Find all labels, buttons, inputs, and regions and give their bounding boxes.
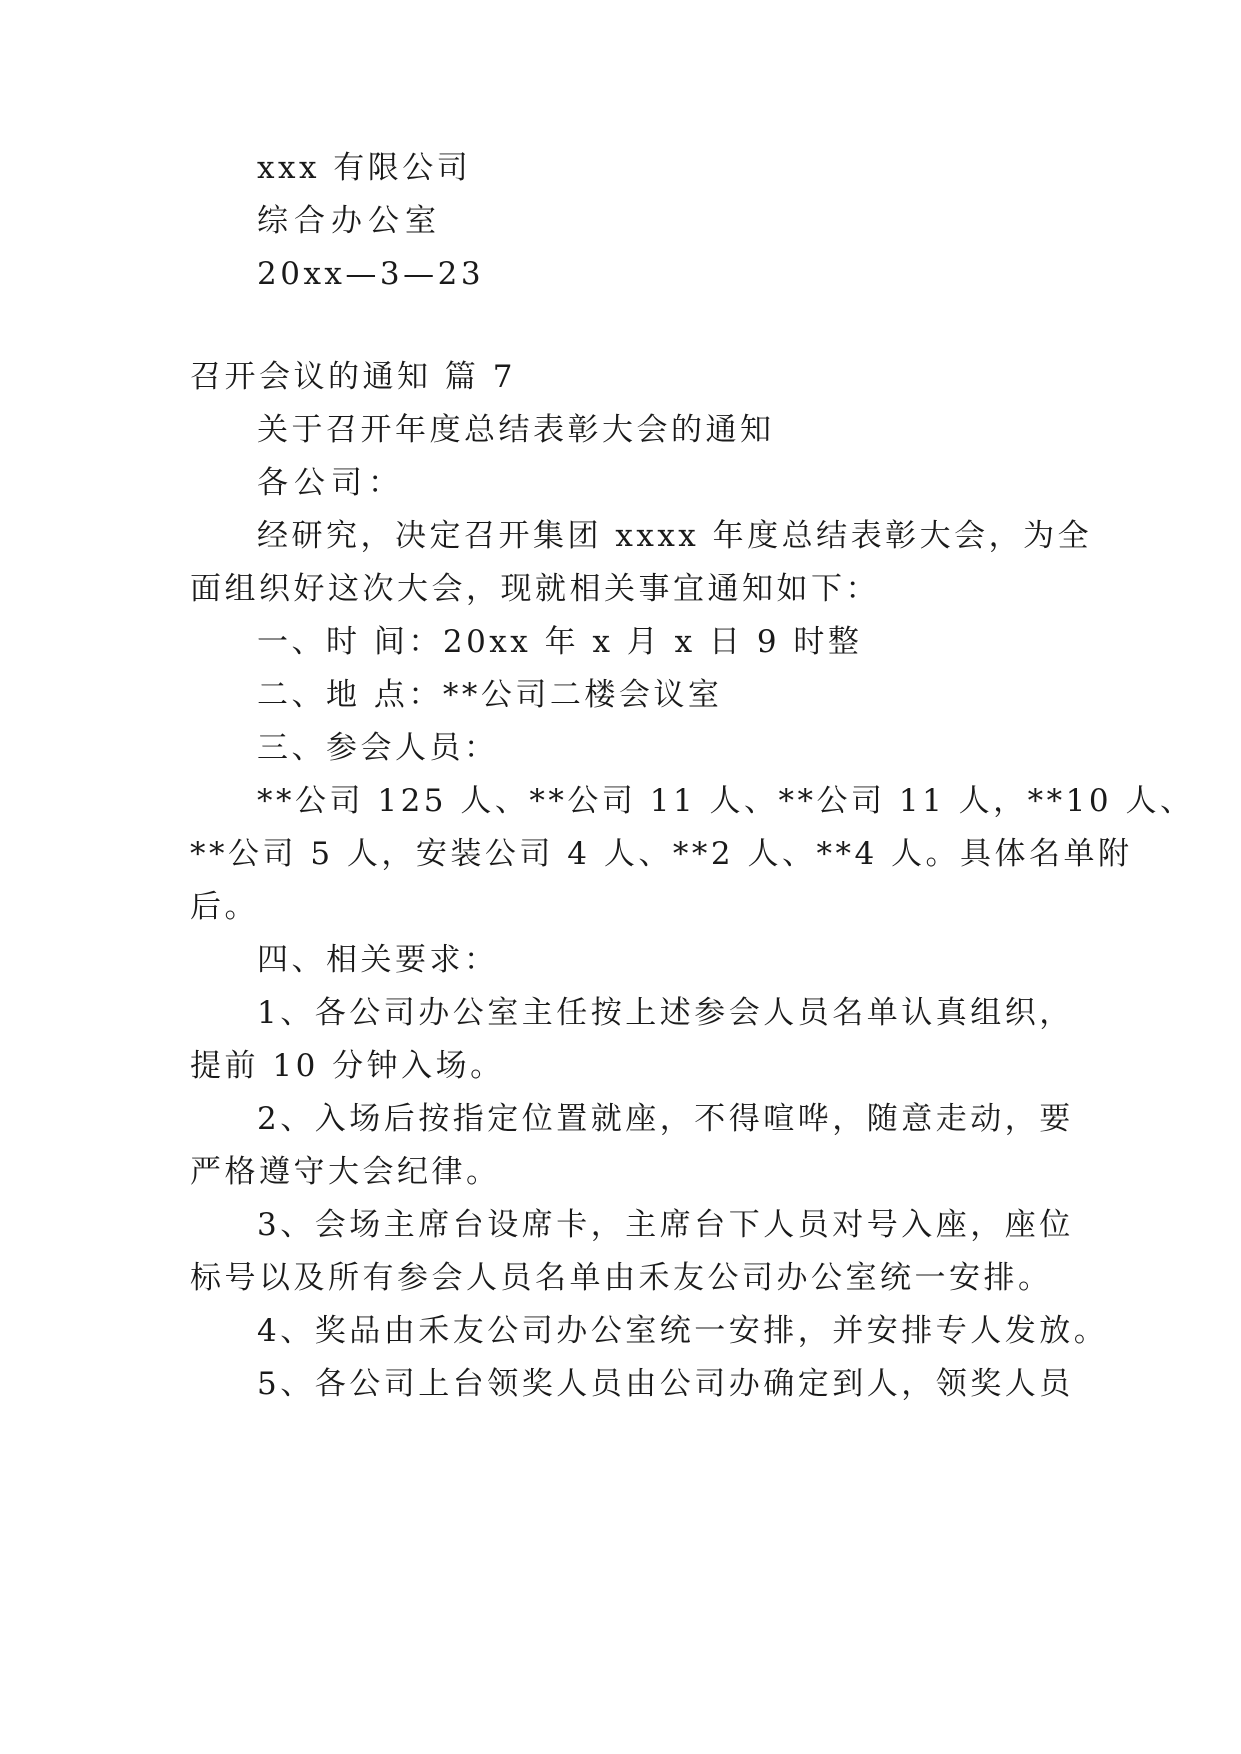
- requirement-2-line-1: 2、入场后按指定位置就座，不得喧哗，随意走动，要: [257, 1101, 1074, 1137]
- intro-line-1: 经研究，决定召开集团 xxxx 年度总结表彰大会，为全: [257, 518, 1093, 554]
- requirement-3-line-2: 标号以及所有参会人员名单由禾友公司办公室统一安排。: [190, 1260, 1053, 1296]
- requirement-1-line-1: 1、各公司办公室主任按上述参会人员名单认真组织，: [257, 995, 1074, 1031]
- requirement-5-line-1: 5、各公司上台领奖人员由公司办确定到人，领奖人员: [257, 1366, 1074, 1402]
- attendees-line-1: **公司 125 人、**公司 11 人、**公司 11 人，**10 人、: [257, 783, 1195, 819]
- requirement-4: 4、奖品由禾友公司办公室统一安排，并安排专人发放。: [257, 1313, 1109, 1349]
- requirement-1-line-2: 提前 10 分钟入场。: [190, 1048, 505, 1084]
- requirement-2-line-2: 严格遵守大会纪律。: [190, 1154, 501, 1190]
- section-heading: 召开会议的通知 篇 7: [190, 359, 516, 395]
- attendees-line-3: 后。: [190, 889, 259, 925]
- requirement-3-line-1: 3、会场主席台设席卡，主席台下人员对号入座，座位: [257, 1207, 1074, 1243]
- notice-title: 关于召开年度总结表彰大会的通知: [257, 412, 775, 448]
- attendees-line-2: **公司 5 人，安装公司 4 人、**2 人、**4 人。具体名单附: [190, 836, 1133, 872]
- intro-line-2: 面组织好这次大会，现就相关事宜通知如下：: [190, 571, 880, 607]
- attendees-heading: 三、参会人员：: [257, 730, 499, 766]
- signature-department: 综合办公室: [257, 203, 442, 239]
- notice-salutation: 各公司：: [257, 465, 405, 501]
- meeting-time: 一、时 间：20xx 年 x 月 x 日 9 时整: [257, 624, 863, 660]
- signature-company: xxx 有限公司: [257, 150, 472, 186]
- requirements-heading: 四、相关要求：: [257, 942, 499, 978]
- signature-date: 20xx—3—23: [257, 256, 485, 292]
- meeting-place: 二、地 点：**公司二楼会议室: [257, 677, 723, 713]
